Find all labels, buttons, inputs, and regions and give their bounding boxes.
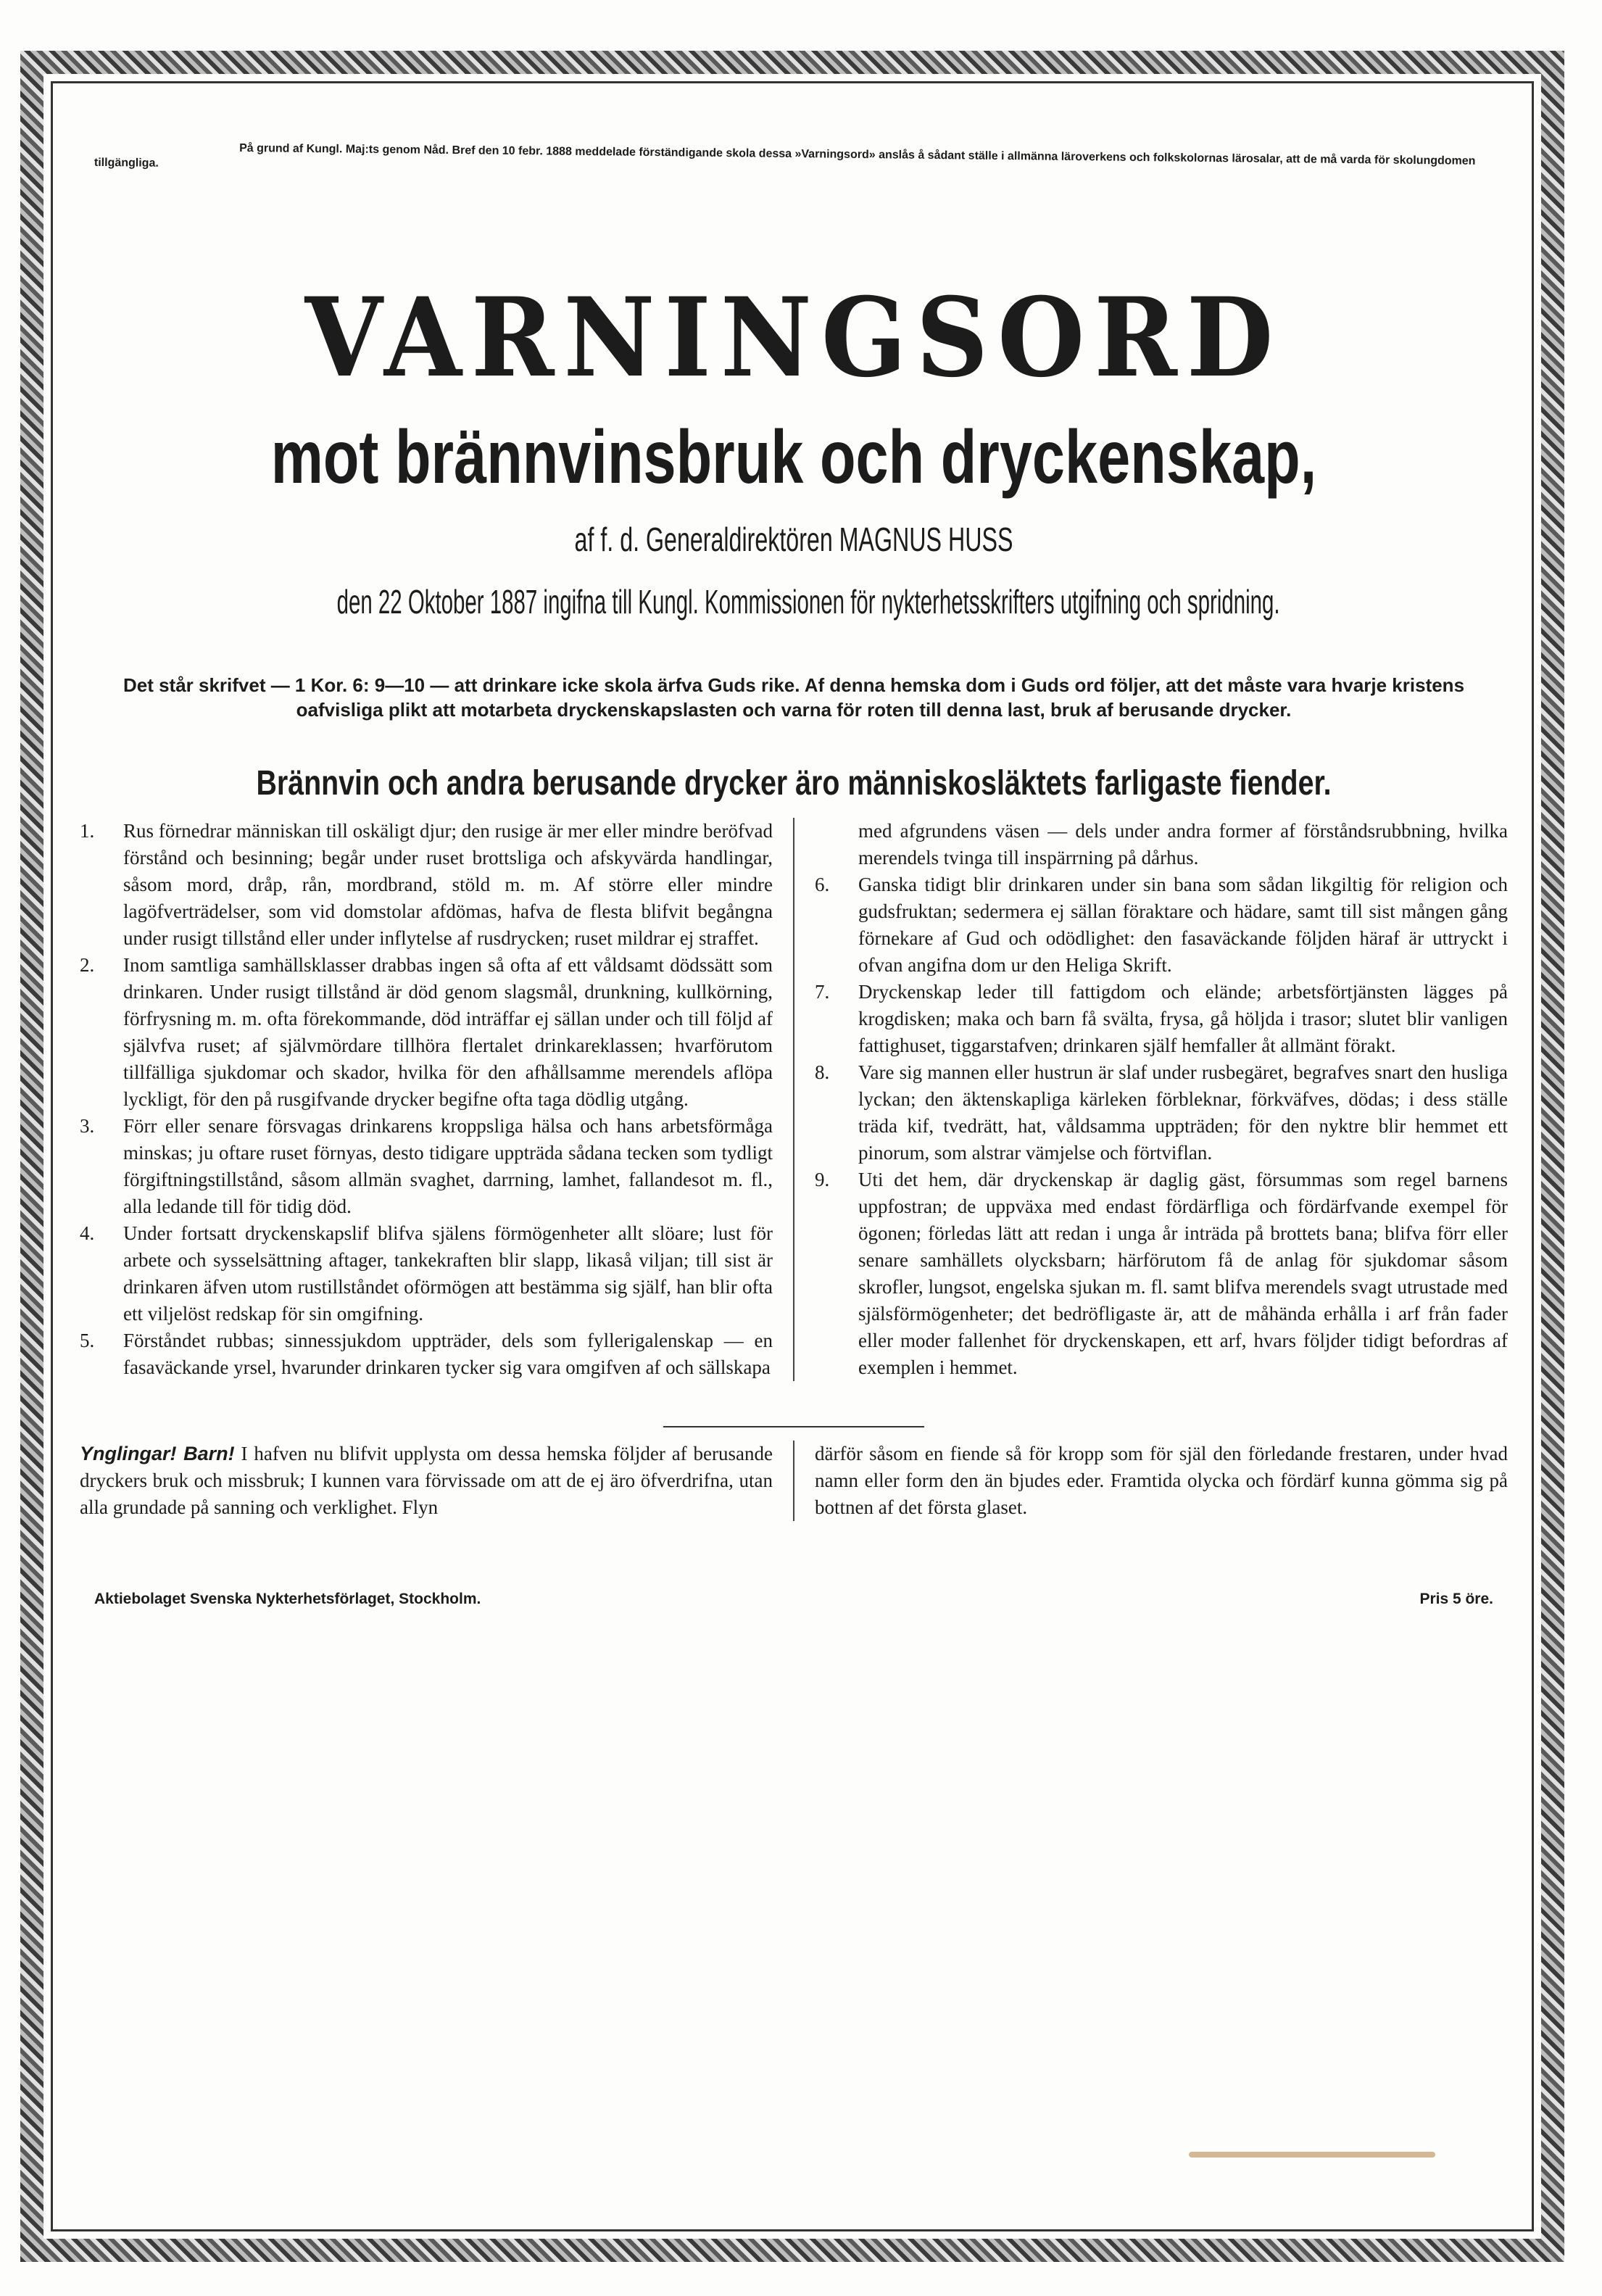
ink-smudge — [1189, 2152, 1435, 2158]
right-column — [793, 818, 1508, 1381]
list-item: 8. Vare sig mannen eller hustrun är slaf under rusbegäret, begrafves snart den husliga lyckan; den äktenskapliga kärleken förbleknar, förkväfves, dödas; i dess ställe träda kif, tvedrätt, hat, våldsamma uppträden; för den nyktre blir hemmet ett pinorum, som alstrar vämjelse och förtviflan. — [815, 1061, 1508, 1164]
commission-line: den 22 Oktober 1887 ingifna till Kungl. Kommissionen för nykterhetsskrifters utgifning och spridning. — [336, 583, 1280, 621]
section-heading: Brännvin och andra berusande drycker äro människosläktets farligaste fiender. — [256, 764, 1332, 803]
poster-subtitle: mot brännvinsbruk och dryckenskap, — [270, 415, 1317, 500]
appeal-right: därför såsom en fiende så för kropp som för själ den förledande frestaren, under hvad namn eller form den än bjudes eder. Framtida olycka och fördärf kunna gömma sig på bottnen af det första glaset. — [793, 1441, 1508, 1521]
list-item: 9. Uti det hem, där dryckenskap är daglig gäst, försummas som regel barnens uppfostran; de uppväxa med endast fördärfliga och fördärfvande exempel för ögonen; förledas lätt att redan i unga år inträda på brottets bana; blifva förr eller senare samhällets olycksbarn; härförutom få de anlag för sjukdomar såsom skrofler, lungsot, engelska sjukan m. fl. samt blifva merendels svagt utrustade med själsförmögenheter; det bedröfligaste är, att de måhända erhålla i arf från fader eller moder fallenhet för dryckenskapen, ett arf, hvars följder tidigt befordras af exemplen i hemmet. — [815, 1169, 1508, 1378]
poster-content — [80, 101, 1508, 1608]
list-item: 5. Förståndet rubbas; sinnessjukdom uppträder, dels som fyllerigalenskap — en fasaväckande yrsel, hvarunder drinkaren tycker sig vara omgifven af och sällskapa — [80, 1330, 773, 1378]
scripture-paragraph: Det står skrifvet — 1 Kor. 6: 9—10 — att drinkare icke skola ärfva Guds rike. Af denna hemska dom i Guds ord följer, att det måste vara hvarje kristens oafvisliga plikt att motarbeta dryckenskapslasten och varna för roten till denna last, bruk af berusande drycker. — [123, 674, 1465, 721]
left-column — [80, 818, 773, 1381]
price: Pris 5 öre. — [1419, 1591, 1493, 1607]
numbered-points — [80, 818, 1508, 1381]
section-divider — [663, 1426, 924, 1427]
list-item: 3. Förr eller senare försvagas drinkarens kroppsliga hälsa och hans arbetsförmåga minskas; ju oftare ruset förnyas, desto tidigare uppträda sådana tecken som tydligt förgiftningstillstånd, såsom allmän svaghet, darrning, lamhet, fallandesot m. fl., alla ledande till för tidig död. — [80, 1115, 773, 1217]
list-item: 6. Ganska tidigt blir drinkaren under sin bana som sådan likgiltig för religion och gudsfruktan; sedermera ej sällan föraktare och hädare, samt till sist mången gång förnekare af Gud och odödlighet: den fasaväckande följden häraf är uttryckt i ofvan angifna dom ur den Heliga Skrift. — [815, 874, 1508, 976]
item-continuation: med afgrundens väsen — dels under andra former af förståndsrubbning, hvilka merendels tvinga till inspärrning på dårhus. — [858, 820, 1508, 869]
poster-footer — [80, 1591, 1508, 1608]
list-item: 1. Rus förnedrar människan till oskäligt djur; den rusige är mer eller mindre beröfvad förstånd och besinning; begår under ruset brottsliga och afskyvärda handlingar, såsom mord, dråp, rån, mordbrand, stöld m. m. Af större eller mindre lagöfverträdelser, som vid domstolar afdömas, hafva de flesta blifvit begångna under rusigt tillstånd eller under inflytelse af rusdrycken; ruset mildrar ej straffet. — [80, 820, 773, 949]
royal-decree-note: På grund af Kungl. Maj:ts genom Nåd. Bref den 10 febr. 1888 meddelade förständigande skola dessa »Varningsord» anslås å sådant ställe i allmänna läroverkens och folkskolornas lärosalar, att de må varda för skolungdomen tillgängliga. — [94, 141, 1476, 170]
poster-title: VARNINGSORD — [304, 274, 1283, 402]
publisher: Aktiebolaget Svenska Nykterhetsförlaget, Stockholm. — [94, 1591, 481, 1607]
appeal-left — [80, 1441, 773, 1521]
list-item: 7. Dryckenskap leder till fattigdom och elände; arbetsförtjänsten lägges på krogdisken; maka och barn få svälta, frysa, gå höljda i trasor; slutet blir vanligen fattighuset, tiggarstafven; drinkaren själf hemfaller åt allmänt förakt. — [815, 981, 1508, 1056]
list-item: 2. Inom samtliga samhällsklasser drabbas ingen så ofta af ett våldsamt dödssätt som drinkaren. Under rusigt tillstånd är död genom slagsmål, drunkning, kullkörning, förfrysning m. m. ofta förekommande, död inträffar ej sällan under och till följd af självfva ruset; af självmördare tillhöra flertalet drinkareklassen; hvarförutom tillfälliga sjukdomar och skador, hvilka för den afhållsamme merendels aflöpa lyckligt, för den på rusgifvande drycker begifne ofta taga dödlig utgång. — [80, 954, 773, 1110]
appeal-text-left: I hafven nu blifvit upplysta om dessa hemska följder af berusande dryckers bruk och missbruk; I kunnen vara förvissade om att de ej äro öfverdrifna, utan alla grundade på sanning och verklighet. Flyn — [80, 1443, 773, 1518]
closing-appeal — [80, 1441, 1508, 1521]
appeal-lead: Ynglingar! Barn! — [80, 1443, 235, 1464]
author-line: af f. d. Generaldirektören MAGNUS HUSS — [574, 521, 1013, 558]
list-item: 4. Under fortsatt dryckenskapslif blifva själens förmögenheter allt slöare; lust för arbete och sysselsättning aftager, tankekraften blir slapp, likaså viljan; till sist är drinkaren äfven utom rustillståndet oförmögen att bestämma sig själf, han blir ofta ett viljelöst redskap för sin omgifning. — [80, 1222, 773, 1325]
